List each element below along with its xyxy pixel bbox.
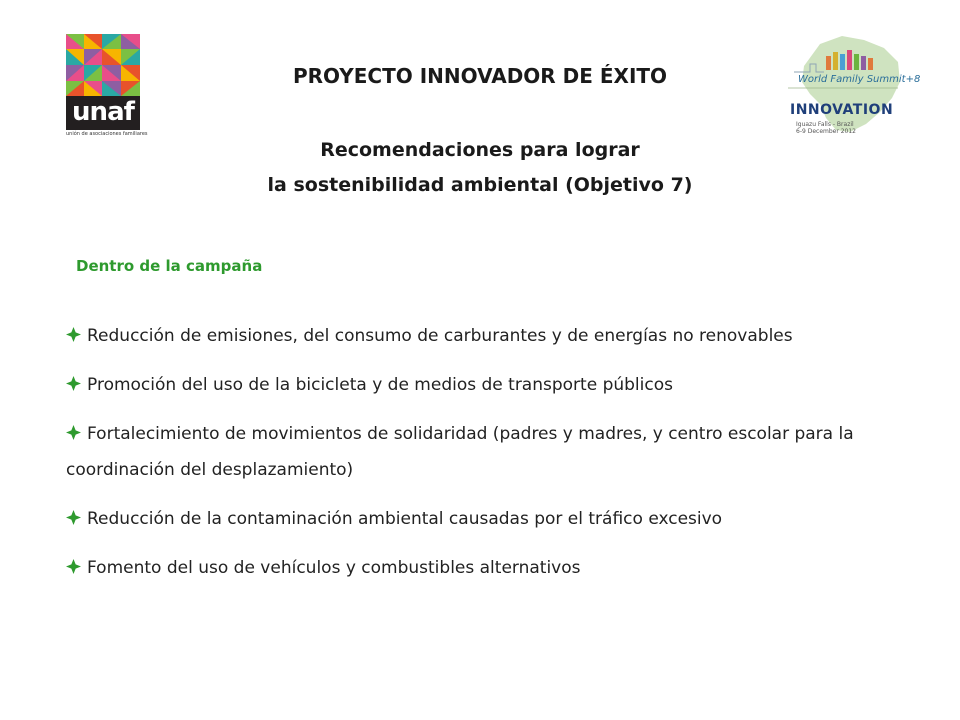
section-heading: Dentro de la campaña [76, 257, 263, 275]
list-item-text: Reducción de la contaminación ambiental causadas por el tráfico excesivo [87, 509, 723, 529]
summit-title: World Family Summit+8 [798, 74, 921, 85]
diamond-bullet-icon [66, 327, 81, 342]
recommendation-list [66, 318, 896, 599]
page-title: PROYECTO INNOVADOR DE ÉXITO [292, 64, 668, 88]
diamond-bullet-icon [66, 510, 81, 525]
summit-place: Iguazu Falls - Brazil [796, 121, 854, 128]
list-item [66, 367, 896, 403]
diamond-bullet-icon [66, 559, 81, 574]
list-item-text: Reducción de emisiones, del consumo de carburantes y de energías no renovables [87, 326, 793, 346]
list-item [66, 501, 896, 537]
subtitle-line-1: Recomendaciones para lograr [320, 139, 640, 161]
subtitle-line-2: la sostenibilidad ambiental (Objetivo 7) [267, 174, 693, 196]
list-item [66, 416, 896, 488]
list-item-text: Fortalecimiento de movimientos de solidaridad (padres y madres, y centro escolar para la coordinación del desplazamiento) [66, 424, 854, 480]
list-item [66, 318, 896, 354]
diamond-bullet-icon [66, 425, 81, 440]
summit-innovation: INNOVATION [790, 102, 894, 118]
unaf-tagline: unión de asociaciones familiares [66, 131, 148, 137]
unaf-wordmark-box [66, 96, 140, 130]
list-item-text: Fomento del uso de vehículos y combustibles alternativos [87, 558, 581, 578]
unaf-wordmark: unaf [72, 97, 134, 127]
list-item-text: Promoción del uso de la bicicleta y de medios de transporte públicos [87, 375, 673, 395]
list-item [66, 550, 896, 586]
diamond-bullet-icon [66, 376, 81, 391]
summit-dates: 6-9 December 2012 [796, 128, 856, 135]
